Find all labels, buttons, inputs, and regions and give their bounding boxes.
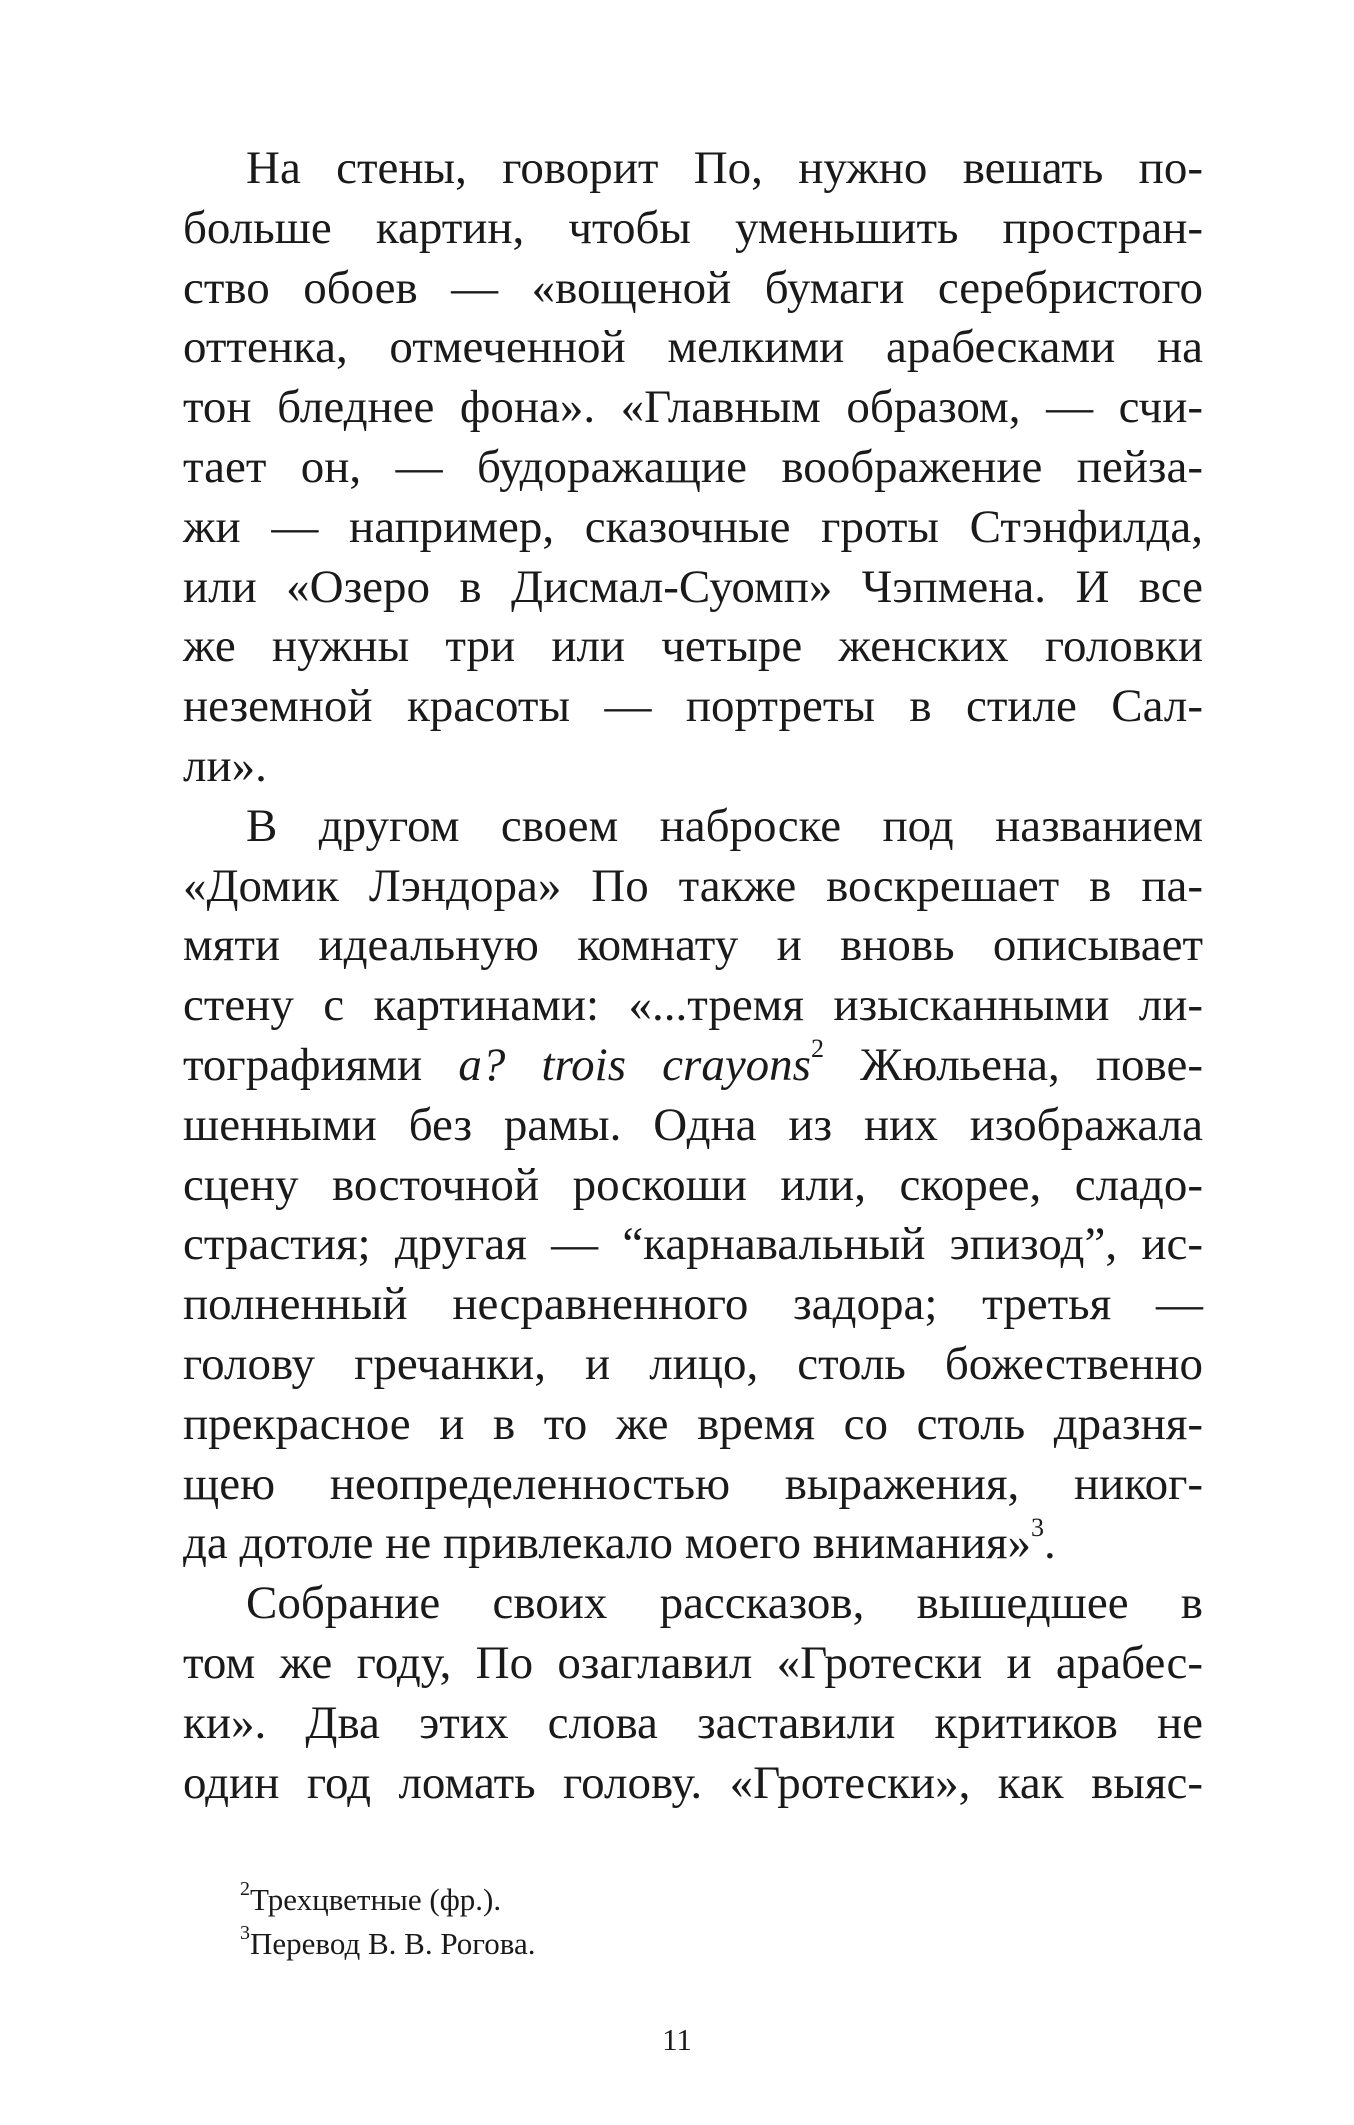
footnote [240, 1878, 1140, 1922]
text-line: ство обоев — «вощеной бумаги серебристого [183, 261, 1203, 314]
text-line: На стены, говорит По, нужно вешать по- [246, 142, 1203, 194]
footnote-text: Трехцветные (фр.). [250, 1882, 502, 1917]
text-line: Собрание своих рассказов, вышедшее в [246, 1577, 1203, 1630]
text-line: оттенка, отмеченной мелкими арабесками на [183, 321, 1203, 374]
paragraph-3 [183, 1574, 1203, 1813]
text-fragment: . [1043, 1517, 1056, 1570]
text-line: голову гречанки, и лицо, столь божественно [183, 1337, 1203, 1390]
text-line: неземной красоты — портреты в стиле Сал- [183, 680, 1203, 733]
footnotes [240, 1878, 1140, 1966]
text-line: щею неопределенностью выражения, никог- [183, 1457, 1203, 1510]
text-fragment: да дотоле не привлекало моего внимания» [183, 1517, 1031, 1570]
footnote-marker: 2 [240, 1877, 250, 1900]
text-line: стену с картинами: «...тремя изысканными ли- [183, 979, 1203, 1032]
text-line: том же году, По озаглавил «Гротески и арабес- [183, 1636, 1203, 1689]
footnote-text: Перевод В. В. Рогова. [250, 1926, 536, 1961]
footnote-ref-3: 3 [1030, 1512, 1044, 1542]
text-line: страстия; другая — “карнавальный эпизод”, ис- [183, 1218, 1203, 1271]
text-line: В другом своем наброске под названием [246, 799, 1203, 852]
text-line: ки». Два этих слова заставили критиков не [183, 1696, 1203, 1749]
text-fragment: тографиями [183, 1038, 459, 1091]
text-line: сцену восточной роскоши или, скорее, сладо- [183, 1158, 1203, 1211]
text-line: тает он, — будоражащие воображение пейза- [183, 440, 1203, 493]
paragraph-2 [183, 797, 1203, 1574]
text-line: шенными без рамы. Одна из них изображала [183, 1098, 1203, 1151]
text-line: прекрасное и в то же время со столь дразня- [183, 1397, 1203, 1450]
text-line: ли». [183, 739, 267, 792]
footnote [240, 1922, 1140, 1966]
text-line: или «Озеро в Дисмал-Суомп» Чэпмена. И все [183, 560, 1203, 613]
text-line-with-footnote-ref [183, 1514, 1203, 1574]
text-line: один год ломать голову. «Гротески», как выяс- [183, 1756, 1203, 1809]
italic-phrase: a? trois crayons [458, 1038, 811, 1091]
text-line: же нужны три или четыре женских головки [183, 620, 1203, 673]
page-number: 11 [662, 2022, 692, 2057]
text-line: мяти идеальную комнату и вновь описывает [183, 919, 1203, 972]
text-line: больше картин, чтобы уменьшить простран- [183, 201, 1203, 254]
body-text [183, 139, 1203, 1813]
text-fragment: Жюльена, пове- [823, 1038, 1203, 1091]
text-line-with-footnote-ref [183, 1036, 1203, 1096]
footnote-ref-2: 2 [810, 1034, 824, 1064]
text-line: «Домик Лэндора» По также воскрешает в па- [183, 859, 1203, 912]
paragraph-1 [183, 139, 1203, 797]
text-line: полненный несравненного задора; третья — [183, 1278, 1203, 1331]
footnote-marker: 3 [240, 1921, 250, 1944]
text-line: жи — например, сказочные гроты Стэнфилда, [183, 500, 1203, 553]
text-line: тон бледнее фона». «Главным образом, — счи- [183, 381, 1203, 434]
